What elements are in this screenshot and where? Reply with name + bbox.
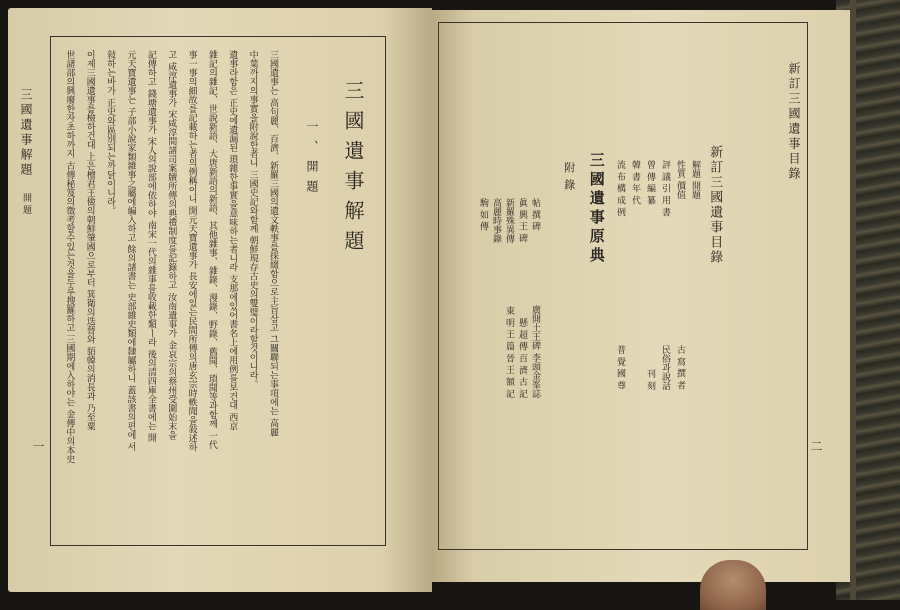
toc-entry [657, 160, 672, 390]
section-title: 三國遺事解題 [341, 80, 365, 260]
toc-entry [642, 160, 657, 390]
toc-entry-label: 流 布 構 成 例 [615, 160, 625, 217]
appendix-entry-author: 東 明 王 篇 晉 王 額 記 [504, 305, 514, 398]
toc-entry-label: 韓 書 年 代 [630, 160, 640, 205]
toc-entry-label: 評 議 引 用 書 [660, 160, 670, 217]
toc-title: 新訂三國遺事目錄 [707, 145, 723, 265]
toc-entry-author: 古 寫 撰 者 [675, 345, 685, 390]
toc-list [612, 160, 702, 400]
body-column: 元天寶遺事는 子部小說家類雜事之屬에編入하고 餘의諸書는 史部雜史類에隸屬하니 蓋該書의편에 서 [125, 50, 136, 452]
appendix-entry-title: 眞 興 王 碑 [517, 198, 527, 243]
body-column: 遺事라함은 正史에遺漏된 瑣雜한事實을意味하는者니라 支那에있어書名上에用例를보건대 西京 [227, 50, 238, 431]
appendix-entry [528, 198, 541, 398]
toc-entry-author: 民俗과說話 [660, 345, 670, 390]
body-column: 中葉까지의事實을附說한者니 三國史記와함께 朝鮮現存古史의雙璧이라할것이니라。 [247, 50, 258, 389]
appendix-entry [515, 198, 528, 398]
appendix-entry-title: 高麗時事錄 [491, 198, 501, 243]
appendix-entry-title: 新羅殊異傳 [504, 198, 514, 243]
body-column: 敍하는바가 正史와區別되는까닭이니라。 [105, 50, 116, 215]
left-body-text [60, 50, 284, 540]
appendix-entry [502, 198, 515, 398]
book-title: 三國遺事原典 [587, 152, 606, 266]
section-heading: 一、開題 [305, 120, 319, 200]
appendix-entry [476, 198, 489, 398]
body-column: 事一事의細故를記載하는者의例稱이니 開元天寶遺事가 長安에있는民間所傳의唐玄宗時軼聞을敍述하 [186, 50, 197, 452]
running-head: 新訂三國遺事目錄 [787, 62, 801, 182]
appendix-title: 附錄 [562, 162, 576, 196]
body-column: 世諸部의興廢한자초하까지 古傳秘笈의徵考할수있는것을두루搜羅하고 三國期에入하야는 金傳中의本史 [64, 50, 75, 464]
cover-edge [850, 0, 856, 600]
left-page-number: 一 [31, 440, 45, 452]
toc-entry [672, 160, 687, 390]
toc-entry-label: 解題 開題 [690, 160, 700, 199]
thumb [700, 560, 766, 610]
body-column: 雜記의雜記、世說新語、大唐新語의新語、其他雜事、雜錄、漫錄、野錄、舊聞、瑣聞等과함께 一代 [206, 50, 217, 449]
toc-entry [612, 160, 627, 390]
margin-header-title: 三國遺事解題 [19, 88, 33, 178]
appendix-entry-author: 廣開土王碑 李頭金峯誌 [530, 305, 540, 398]
left-margin-header [18, 88, 33, 217]
toc-entry-author: 普 覺 國 尊 [615, 345, 625, 390]
appendix-entry-author: 懸 超 傳 百 濟 古 記 [517, 317, 527, 398]
right-page-number: 二 [809, 440, 823, 452]
body-column: 이제三國遺事를檢하건대 上은檀君王儉의朝鮮肇國으로부터 箕衛의迭替와 貊韓의消長과 乃至粟 [84, 50, 95, 431]
appendix-entry-title: 帖 撰 碑 [530, 198, 540, 231]
body-column: 記傳하고 錢塘遺事가 宋人의說部에依하야 南宋一代의雜事를收載한類ㅣ라 後의清四庫全書에는 開 [145, 50, 156, 443]
toc-entry-label: 曾 傳 編 纂 [645, 160, 655, 205]
toc-entry-author: 刊 刻 [645, 369, 655, 390]
margin-header-note: 開題 [21, 192, 31, 217]
appendix-list [476, 198, 541, 408]
toc-entry-label: 性質 價值 [675, 160, 685, 199]
body-column: 고 咸淳遺事가 宋咸淳間諸司案牘所傳의典禮制度를記錄하고 汝南遺事가 金哀宗의蔡州受圍始末을 [166, 50, 177, 440]
toc-entry [687, 160, 702, 390]
appendix-entry [489, 198, 502, 398]
appendix-entry-title: 駒 如 傳 [478, 198, 488, 231]
toc-entry [627, 160, 642, 390]
body-column: 三國遺事는 高句麗、百濟、新羅三國의遺文軼事를採綴함으로主旨삼고 그關聯되는事項에는 高麗 [268, 50, 278, 437]
